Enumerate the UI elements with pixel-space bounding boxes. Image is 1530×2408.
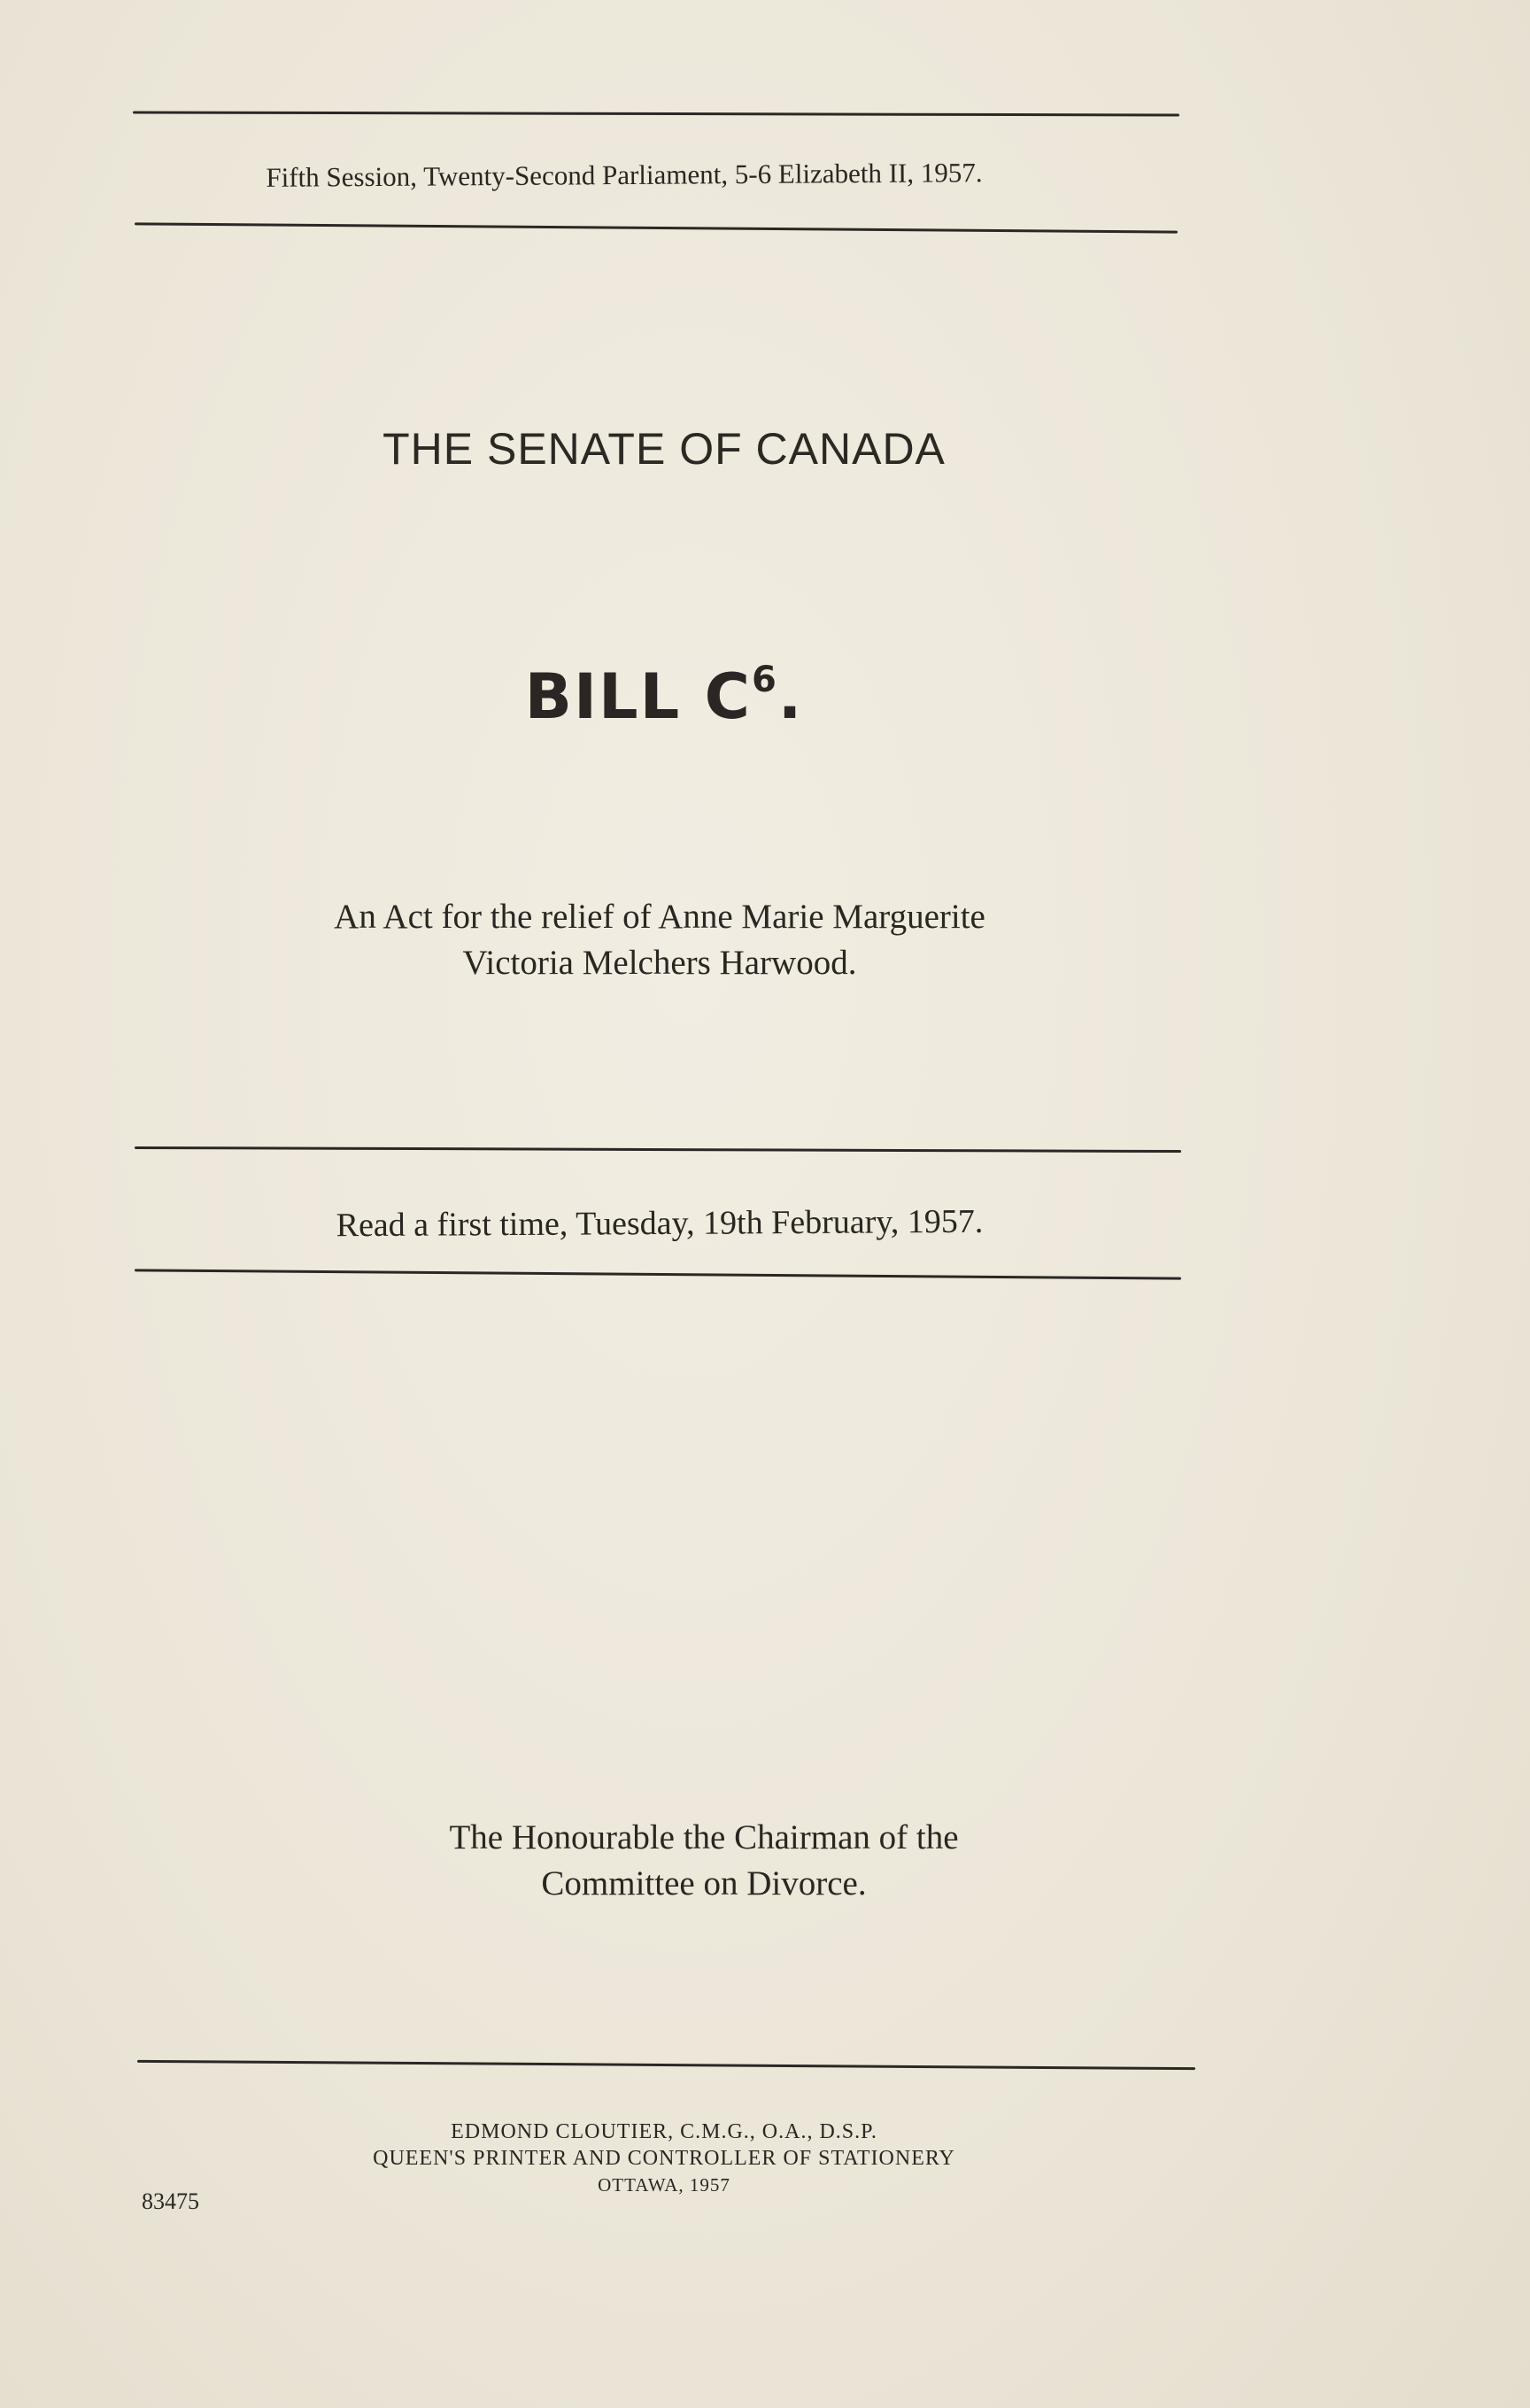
reading-rule-lower — [135, 1269, 1181, 1279]
act-title-line-1: An Act for the relief of Anne Marie Marguerite — [334, 898, 985, 936]
bill-number: 6 — [751, 660, 778, 700]
senate-title — [133, 423, 1195, 475]
senate-title-text: THE SENATE OF CANADA — [382, 424, 946, 474]
sponsor-line-2: Committee on Divorce. — [541, 1864, 867, 1902]
sponsor — [133, 1815, 1275, 1907]
act-title-line-2: Victoria Melchers Harwood. — [462, 944, 857, 982]
imprint-line-3: OTTAWA, 1957 — [598, 2174, 730, 2196]
bill-prefix: BILL C — [524, 660, 752, 733]
reading-rule-upper — [135, 1146, 1181, 1153]
imprint-line-1: EDMOND CLOUTIER, C.M.G., O.A., D.S.P. — [451, 2120, 877, 2143]
bill-title — [133, 660, 1195, 733]
sponsor-line-1: The Honourable the Chairman of the — [449, 1818, 959, 1856]
imprint-rule — [137, 2060, 1195, 2070]
top-rule-upper — [133, 111, 1179, 116]
top-rule-lower — [135, 222, 1178, 233]
bill-suffix: . — [777, 660, 804, 733]
first-reading-note: Read a first time, Tuesday, 19th February, 1957. — [336, 1202, 984, 1245]
job-number: 83475 — [142, 2188, 199, 2214]
imprint-line-2: QUEEN'S PRINTER AND CONTROLLER OF STATIONERY — [373, 2147, 955, 2170]
printer-imprint — [133, 2119, 1195, 2198]
act-title — [133, 894, 1186, 986]
session-line: Fifth Session, Twenty-Second Parliament, 5-6 Elizabeth II, 1957. — [266, 157, 983, 193]
